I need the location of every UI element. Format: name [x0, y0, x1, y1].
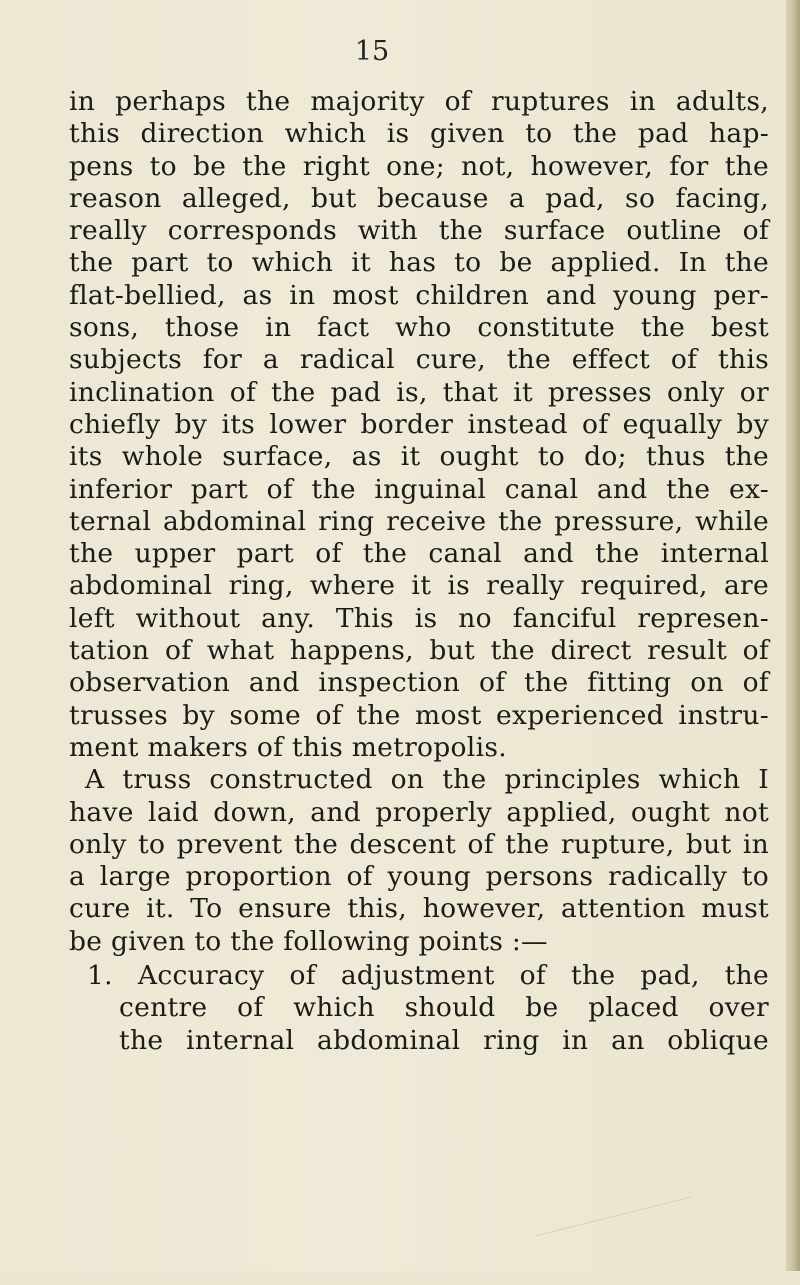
text-line: in perhaps the majority of ruptures in adults, [69, 86, 769, 117]
list-item-line: 1. Accuracy of adjustment of the pad, the [87, 960, 769, 992]
text-line: inferior part of the inguinal canal and the ex- [69, 473, 769, 505]
text-line: ternal abdominal ring receive the pressure, while [69, 505, 769, 537]
text-line-paragraph-end: ment makers of this metropolis. [69, 731, 507, 763]
page-edge [786, 0, 800, 1271]
list-item-line: centre of which should be placed over [119, 992, 769, 1024]
text-line: have laid down, and properly applied, ought not [69, 796, 769, 828]
text-line: really corresponds with the surface outline of [69, 215, 769, 247]
text-line: the part to which it has to be applied. In the [69, 247, 769, 279]
numbered-list [69, 960, 769, 1057]
text-line: trusses by some of the most experienced instru- [69, 699, 769, 731]
text-line: flat-bellied, as in most children and young per- [69, 279, 769, 311]
text-line: tation of what happens, but the direct result of [69, 635, 769, 667]
text-line: observation and inspection of the fitting on of [69, 667, 769, 699]
text-line-paragraph-start: A truss constructed on the principles which I [85, 764, 769, 796]
list-item-line: the internal abdominal ring in an oblique [119, 1024, 769, 1056]
text-line: a large proportion of young persons radically to [69, 861, 769, 893]
text-line: pens to be the right one; not, however, for the [69, 150, 769, 182]
text-line: reason alleged, but because a pad, so facing, [69, 182, 769, 214]
text-line: subjects for a radical cure, the effect of this [69, 344, 769, 376]
text-line: left without any. This is no fanciful represen- [69, 602, 769, 634]
text-line: its whole surface, as it ought to do; thus the [69, 441, 769, 473]
text-line: cure it. To ensure this, however, attention must [69, 893, 769, 925]
text-line: abdominal ring, where it is really required, are [69, 570, 769, 602]
page-number: 15 [354, 36, 390, 67]
text-line: only to prevent the descent of the rupture, but in [69, 828, 769, 860]
body-text [69, 86, 769, 1057]
text-line: this direction which is given to the pad hap- [69, 118, 769, 150]
paper-smudge [536, 1196, 704, 1284]
text-line: inclination of the pad is, that it presses only or [69, 376, 769, 408]
text-line: the upper part of the canal and the internal [69, 538, 769, 570]
text-line-paragraph-end: be given to the following points :— [69, 925, 548, 957]
text-line: sons, those in fact who constitute the best [69, 312, 769, 344]
text-line: chiefly by its lower border instead of equally by [69, 408, 769, 440]
